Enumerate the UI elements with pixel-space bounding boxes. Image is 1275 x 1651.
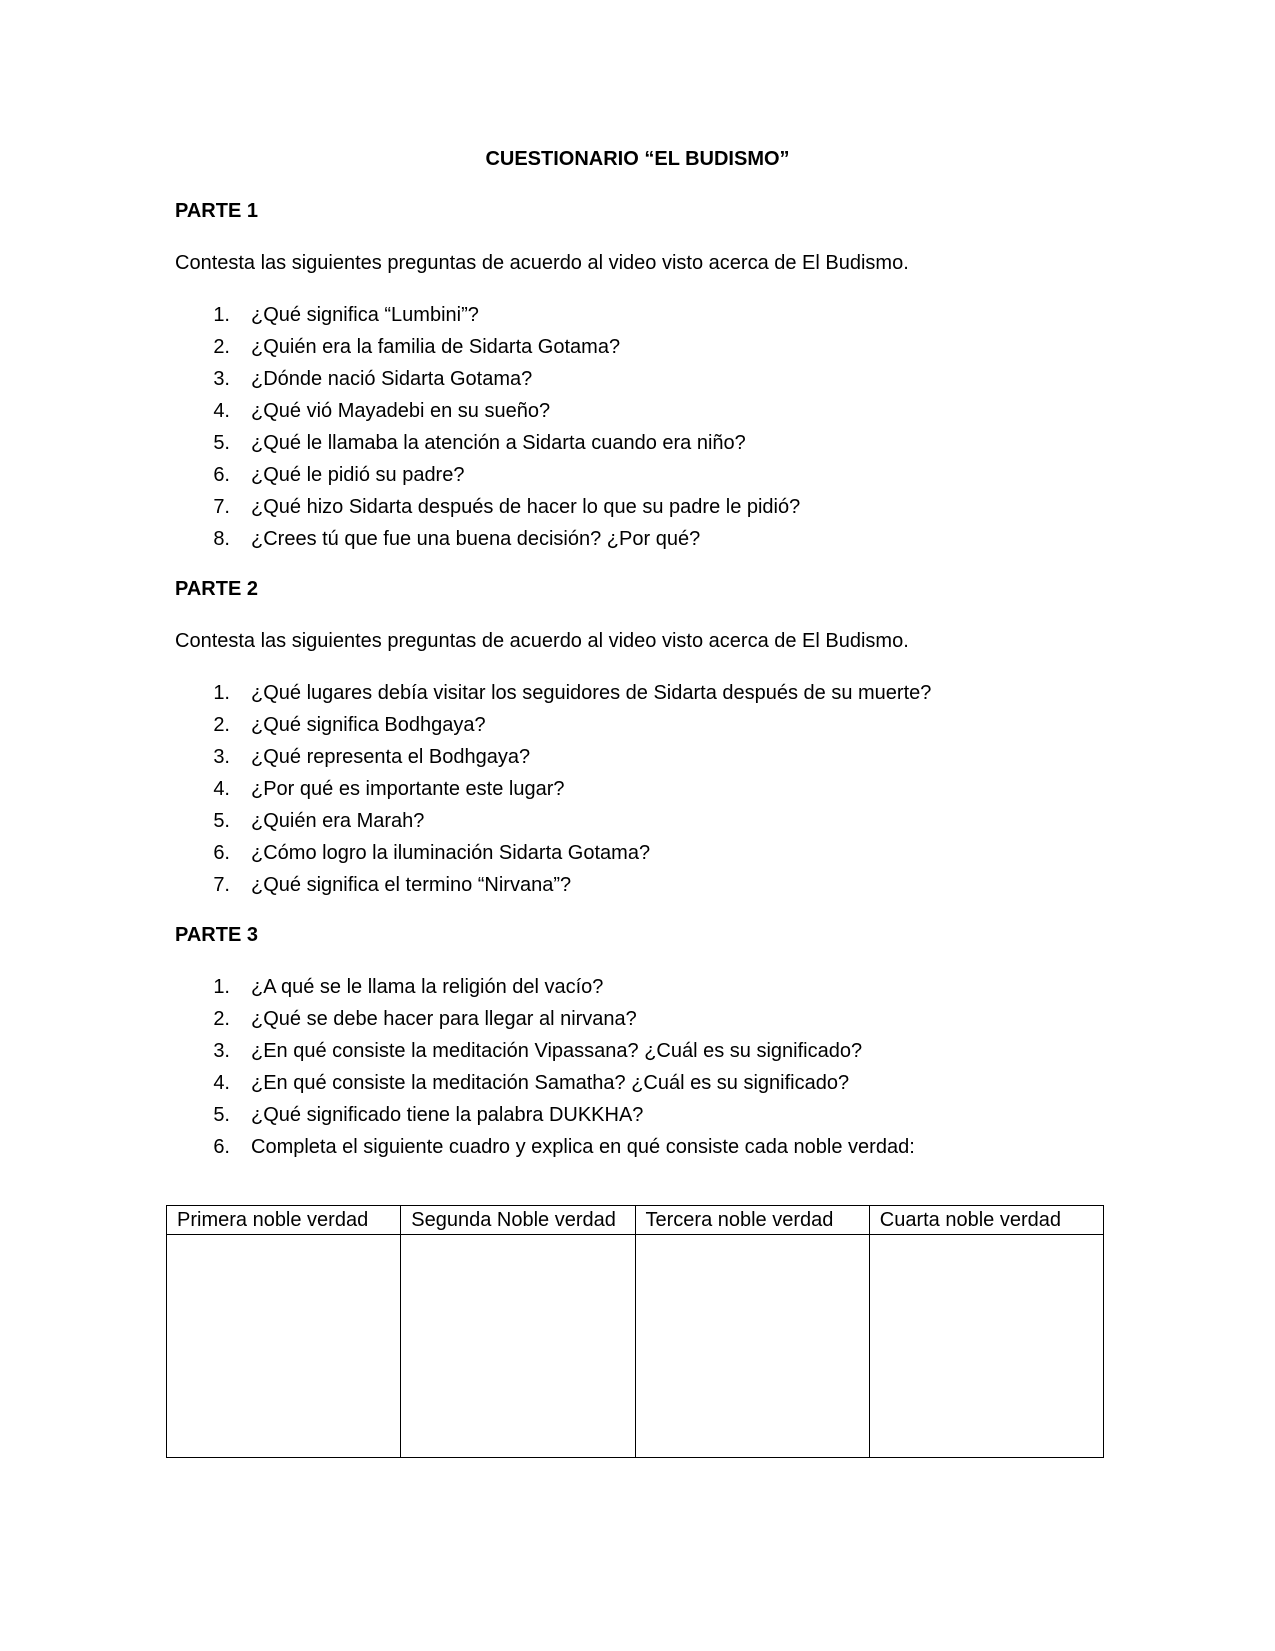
- question-number: 1.: [213, 682, 230, 704]
- question-item: [175, 523, 701, 555]
- question-item: [175, 363, 533, 395]
- question-text: ¿Qué hizo Sidarta después de hacer lo que su padre le pidió?: [251, 496, 801, 518]
- question-number: 6.: [213, 1136, 230, 1158]
- question-number: 4.: [213, 400, 230, 422]
- page-title: CUESTIONARIO “EL BUDISMO”: [485, 148, 790, 170]
- question-number: 3.: [213, 1040, 230, 1062]
- parte1-intro: Contesta las siguientes preguntas de acuerdo al video visto acerca de El Budismo.: [175, 252, 909, 274]
- table-row: [167, 1235, 1104, 1458]
- question-number: 4.: [213, 1072, 230, 1094]
- question-text: Completa el siguiente cuadro y explica en qué consiste cada noble verdad:: [251, 1136, 915, 1158]
- table-header-cell: Primera noble verdad: [167, 1206, 401, 1235]
- question-text: ¿Qué significa “Lumbini”?: [251, 304, 479, 326]
- question-text: ¿Por qué es importante este lugar?: [251, 778, 565, 800]
- question-text: ¿Dónde nació Sidarta Gotama?: [251, 368, 533, 390]
- question-text: ¿Qué se debe hacer para llegar al nirvana?: [251, 1008, 637, 1030]
- question-text: ¿Qué le pidió su padre?: [251, 464, 465, 486]
- question-text: ¿Cómo logro la iluminación Sidarta Gotama?: [251, 842, 651, 864]
- question-number: 7.: [213, 496, 230, 518]
- question-item: [175, 1003, 637, 1035]
- answer-cell[interactable]: [401, 1235, 635, 1458]
- question-item: [175, 1067, 850, 1099]
- question-text: ¿En qué consiste la meditación Samatha? ¿Cuál es su significado?: [251, 1072, 850, 1094]
- question-number: 1.: [213, 976, 230, 998]
- answer-cell[interactable]: [869, 1235, 1103, 1458]
- question-item: [175, 837, 651, 869]
- question-item: [175, 1131, 915, 1163]
- question-text: ¿Quién era la familia de Sidarta Gotama?: [251, 336, 621, 358]
- question-item: [175, 1035, 863, 1067]
- parte1-heading: PARTE 1: [175, 200, 258, 222]
- question-number: 2.: [213, 336, 230, 358]
- parte2-heading: PARTE 2: [175, 578, 258, 600]
- question-text: ¿Crees tú que fue una buena decisión? ¿Por qué?: [251, 528, 701, 550]
- parte3-question-list: [175, 971, 915, 1163]
- question-item: [175, 709, 486, 741]
- question-text: ¿A qué se le llama la religión del vacío?: [251, 976, 604, 998]
- table-header-row: [167, 1206, 1104, 1235]
- question-number: 4.: [213, 778, 230, 800]
- question-text: ¿Qué lugares debía visitar los seguidores de Sidarta después de su muerte?: [251, 682, 932, 704]
- question-item: [175, 677, 932, 709]
- question-number: 3.: [213, 746, 230, 768]
- question-text: ¿En qué consiste la meditación Vipassana? ¿Cuál es su significado?: [251, 1040, 863, 1062]
- question-number: 5.: [213, 432, 230, 454]
- question-text: ¿Qué significa el termino “Nirvana”?: [251, 874, 572, 896]
- parte3-heading: PARTE 3: [175, 924, 258, 946]
- question-text: ¿Qué le llamaba la atención a Sidarta cuando era niño?: [251, 432, 746, 454]
- question-item: [175, 741, 531, 773]
- question-text: ¿Qué representa el Bodhgaya?: [251, 746, 531, 768]
- question-item: [175, 459, 465, 491]
- question-item: [175, 331, 621, 363]
- parte1-question-list: [175, 299, 801, 555]
- question-item: [175, 299, 479, 331]
- question-text: ¿Quién era Marah?: [251, 810, 425, 832]
- question-number: 7.: [213, 874, 230, 896]
- question-number: 8.: [213, 528, 230, 550]
- question-text: ¿Qué significa Bodhgaya?: [251, 714, 486, 736]
- question-item: [175, 773, 565, 805]
- answer-cell[interactable]: [167, 1235, 401, 1458]
- question-item: [175, 395, 551, 427]
- question-number: 3.: [213, 368, 230, 390]
- table-header-cell: Segunda Noble verdad: [401, 1206, 635, 1235]
- question-number: 2.: [213, 714, 230, 736]
- question-number: 5.: [213, 810, 230, 832]
- question-number: 6.: [213, 464, 230, 486]
- question-number: 1.: [213, 304, 230, 326]
- question-item: [175, 971, 604, 1003]
- noble-truths-table: [166, 1205, 1104, 1458]
- parte2-intro: Contesta las siguientes preguntas de acuerdo al video visto acerca de El Budismo.: [175, 630, 909, 652]
- question-item: [175, 869, 572, 901]
- question-number: 6.: [213, 842, 230, 864]
- question-number: 2.: [213, 1008, 230, 1030]
- question-text: ¿Qué vió Mayadebi en su sueño?: [251, 400, 551, 422]
- question-item: [175, 1099, 644, 1131]
- table-header-cell: Cuarta noble verdad: [869, 1206, 1103, 1235]
- question-item: [175, 805, 425, 837]
- question-number: 5.: [213, 1104, 230, 1126]
- answer-cell[interactable]: [635, 1235, 869, 1458]
- question-item: [175, 427, 746, 459]
- parte2-question-list: [175, 677, 932, 901]
- question-text: ¿Qué significado tiene la palabra DUKKHA?: [251, 1104, 644, 1126]
- question-item: [175, 491, 801, 523]
- table-header-cell: Tercera noble verdad: [635, 1206, 869, 1235]
